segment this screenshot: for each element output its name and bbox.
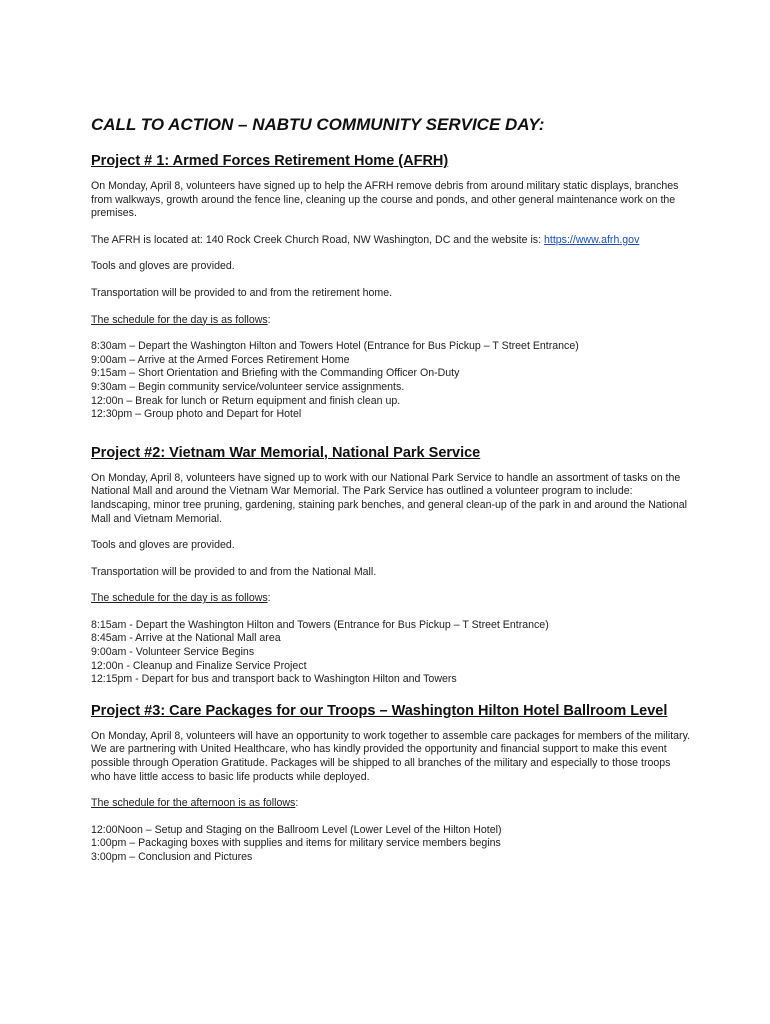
schedule-item: 12:00n - Cleanup and Finalize Service Project [91, 659, 307, 672]
project-3-description: On Monday, April 8, volunteers will have an opportunity to work together to assemble care packages for members of the military. We are partnering with United Healthcare, who has kindly provided the opportunity and financial support to make this event possible through Operation Gratitude. Packages will be shipped to all branches of the military and especially to those troops who have little access to basic life products while deployed. [91, 729, 691, 783]
project-1-section [91, 151, 691, 422]
schedule-item: 12:15pm - Depart for bus and transport back to Washington Hilton and Towers [91, 673, 457, 686]
section-spacer [91, 687, 691, 701]
project-1-schedule-heading-text: The schedule for the day is as follows [91, 313, 268, 326]
project-2-section [91, 443, 691, 687]
project-3-schedule-list [91, 824, 691, 865]
project-1-description: On Monday, April 8, volunteers have signed up to help the AFRH remove debris from around military static displays, branches from walkways, growth around the fence line, cleaning up the course and ponds, and other general maintenance work on the premises. [91, 180, 679, 220]
schedule-item: 12:30pm – Group photo and Depart for Hotel [91, 408, 302, 421]
project-1-heading: Project # 1: Armed Forces Retirement Home (AFRH) [91, 153, 449, 169]
schedule-item: 3:00pm – Conclusion and Pictures [91, 851, 253, 863]
project-1-schedule-list [91, 340, 691, 422]
project-3-heading: Project #3: Care Packages for our Troops – Washington Hilton Hotel Ballroom Level [91, 702, 668, 719]
project-1-transport: Transportation will be provided to and from the retirement home. [91, 286, 393, 299]
project-3-schedule-heading-text: The schedule for the afternoon is as follows [91, 797, 296, 810]
project-2-schedule-heading: The schedule for the day is as follows: [91, 592, 271, 605]
schedule-item: 9:00am - Volunteer Service Begins [91, 646, 255, 659]
schedule-item: 8:30am – Depart the Washington Hilton and Towers Hotel (Entrance for Bus Pickup – T Street Entrance) [91, 340, 579, 353]
afrh-website-link[interactable]: https://www.afrh.gov [543, 233, 640, 246]
project-1-schedule-heading: The schedule for the day is as follows: [91, 313, 271, 326]
schedule-item: 1:00pm – Packaging boxes with supplies and items for military service members begins [91, 837, 501, 850]
schedule-item: 9:00am – Arrive at the Armed Forces Retirement Home [91, 353, 350, 366]
project-1-location-text: The AFRH is located at: 140 Rock Creek Church Road, NW Washington, DC and the website is: [91, 233, 544, 246]
project-2-tools: Tools and gloves are provided. [91, 539, 235, 552]
project-3-section [91, 701, 691, 865]
document-page [91, 113, 691, 865]
schedule-item: 9:30am – Begin community service/volunteer service assignments. [91, 380, 405, 393]
project-3-schedule-heading: The schedule for the afternoon is as follows: [91, 797, 299, 810]
schedule-item: 8:45am - Arrive at the National Mall area [91, 632, 281, 645]
schedule-item: 12:00n – Break for lunch or Return equipment and finish clean up. [91, 394, 401, 407]
project-1-tools: Tools and gloves are provided. [91, 260, 235, 273]
schedule-item: 12:00Noon – Setup and Staging on the Ballroom Level (Lower Level of the Hilton Hotel) [91, 823, 502, 836]
project-2-schedule-list [91, 619, 691, 687]
document-title: CALL TO ACTION – NABTU COMMUNITY SERVICE DAY: [91, 115, 545, 134]
schedule-item: 9:15am – Short Orientation and Briefing with the Commanding Officer On-Duty [91, 367, 460, 380]
project-2-description: On Monday, April 8, volunteers have signed up to work with our National Park Service to handle an assortment of tasks on the National Mall and around the Vietnam War Memorial. The Park Service has outlined a volunteer program to include: landscaping, minor tree pruning, gardening, staining park benches, and general clean-up of the park in and around the National Mall and Vietnam Memorial. [91, 471, 688, 525]
project-1-location [91, 234, 691, 248]
project-2-schedule-heading-text: The schedule for the day is as follows [91, 592, 268, 605]
project-2-transport: Transportation will be provided to and from the National Mall. [91, 565, 377, 578]
schedule-item: 8:15am - Depart the Washington Hilton and Towers (Entrance for Bus Pickup – T Street Entrance) [91, 618, 549, 631]
section-spacer [91, 422, 691, 443]
project-2-heading: Project #2: Vietnam War Memorial, National Park Service [91, 444, 481, 461]
